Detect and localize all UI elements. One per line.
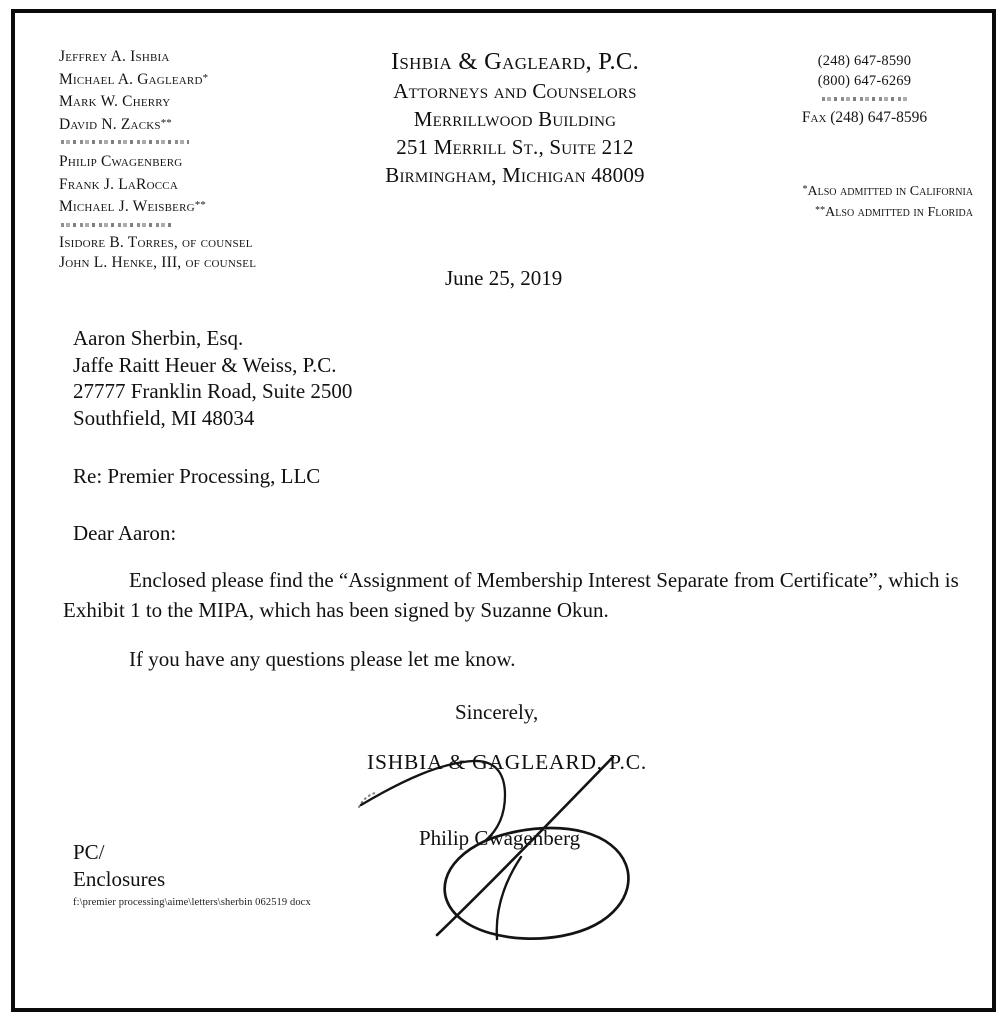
page-border xyxy=(11,9,996,1012)
admission-marker: ** xyxy=(194,199,206,211)
of-counsel-name: John L. Henke, III, of counsel xyxy=(59,254,257,271)
admission-note: **Also admitted in Florida xyxy=(815,204,973,220)
firm-city-state-zip: Birmingham, Michigan 48009 xyxy=(385,163,645,187)
letterhead-admissions-block xyxy=(715,181,973,222)
addressee-line: 27777 Franklin Road, Suite 2500 xyxy=(73,379,353,403)
admission-note: *Also admitted in California xyxy=(802,184,973,199)
file-path-note: f:\premier processing\aime\letters\sherbin 062519 docx xyxy=(73,897,311,908)
attorney-name: David N. Zacks** xyxy=(59,115,172,133)
addressee-line: Southfield, MI 48034 xyxy=(73,405,255,430)
enclosures-note: Enclosures xyxy=(73,867,166,891)
letterhead-divider xyxy=(61,223,173,227)
of-counsel-name: Isidore B. Torres, of counsel xyxy=(59,233,253,251)
attorney-name: Philip Cwagenberg xyxy=(59,153,183,170)
attorney-name: Frank J. LaRocca xyxy=(59,175,178,193)
admission-marker: * xyxy=(202,71,209,84)
addressee-block xyxy=(73,325,633,431)
firm-signature-line: ISHBIA & GAGLEARD, P.C. xyxy=(367,750,648,774)
firm-subtitle: Attorneys and Counselors xyxy=(393,79,637,103)
letterhead-firm-block xyxy=(315,47,715,189)
letterhead-divider xyxy=(822,97,908,101)
letterhead-contact-block xyxy=(757,51,972,128)
phone-number-primary: (248) 647-8590 xyxy=(817,53,912,69)
fax-number: Fax (248) 647-8596 xyxy=(801,109,928,126)
letter-date: June 25, 2019 xyxy=(445,266,563,290)
admission-marker: ** xyxy=(160,116,172,129)
signer-name: Philip Cwagenberg xyxy=(419,826,581,850)
page-content xyxy=(15,13,1000,1016)
attorney-name: Mark W. Cherry xyxy=(59,93,171,110)
firm-street: 251 Merrill St., Suite 212 xyxy=(396,135,634,159)
attorney-name: Michael A. Gagleard* xyxy=(59,70,209,88)
letterhead-divider xyxy=(61,140,189,144)
firm-name: Ishbia & Gagleard, P.C. xyxy=(390,48,640,75)
body-paragraph-1: Enclosed please find the “Assignment of Membership Interest Separate from Certificate”, which is Exhibit 1 to the MIPA, which has been signed by Suzanne Okun. xyxy=(63,568,959,622)
attorney-name: Michael J. Weisberg** xyxy=(59,198,206,215)
closing-salutation: Sincerely, xyxy=(455,700,539,724)
letter-footer xyxy=(73,839,493,910)
phone-number-tollfree: (800) 647-6269 xyxy=(817,73,912,89)
letterhead-attorney-list xyxy=(59,45,359,274)
attorney-name: Jeffrey A. Ishbia xyxy=(59,48,170,65)
body-paragraph-2: If you have any questions please let me know. xyxy=(129,647,516,671)
addressee-line: Jaffe Raitt Heuer & Weiss, P.C. xyxy=(73,352,337,377)
typist-initials: PC/ xyxy=(73,840,105,864)
salutation: Dear Aaron: xyxy=(73,521,177,545)
addressee-line: Aaron Sherbin, Esq. xyxy=(73,326,244,350)
subject-line: Re: Premier Processing, LLC xyxy=(73,464,321,488)
firm-building: Merrillwood Building xyxy=(413,107,617,131)
